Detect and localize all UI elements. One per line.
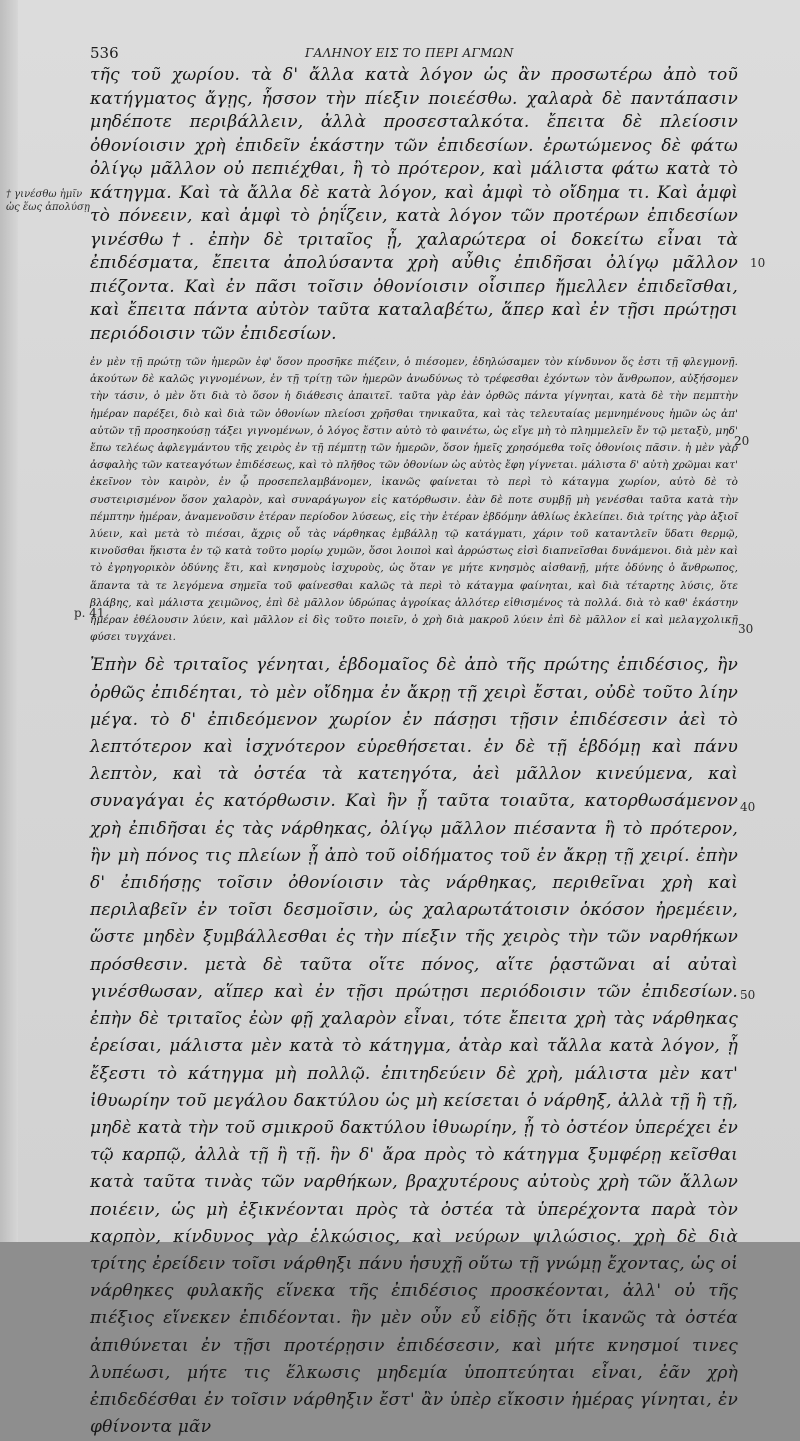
margin-note: † γινέσθω ἡμῖν ὡς ἕως ἀπολύσῃ <box>6 189 90 213</box>
main-text <box>90 64 738 1441</box>
commentary-text: ἐν μὲν τῇ πρώτῃ τῶν ἡμερῶν ἐφ' ὅσον προσῆκε πιέζειν, ὁ πιέσομεν, ἐδηλώσαμεν τὸν κίνδυνον ὅς ἐστι τῇ φλεγμονῇ. ἀκούτων δὲ καλῶς γιγνομένων, ἐν τῇ τρίτῃ τῶν ἡμερῶν ἀνωδύνως τὸ τρέφεσθαι ἐχόντων τὸν ἄνθρωπον, αὐξήσομεν τὴν τάσιν, ὁ μὲν ὅτι διὰ τὸ ὅσον ἡ διάθεσις ἀπαιτεῖ. ταῦτα γὰρ ἐὰν ὀρθῶς πάντα γίγνηται, κατὰ δὲ τὴν πεμπτὴν ἡμέραν παρέξει, διὸ καὶ διὰ τῶν ὀθονίων πλείοσι χρῆσθαι τηνικαῦτα, καὶ τὰς τελευταίας μεμνημένους ἡμῶν ὡς ἀπ' αὐτῶν τῇ προσηκούσῃ τάξει γιγνομένων, ὁ λόγος ἔστιν αὐτὸ τὸ φαινέτω, ὡς εἴγε μὴ τὸ πλημμελεῖν ἔν τῷ μεταξὺ, μηδ' ἔπω τελέως ἀφλεγμάντου τῆς χειρὸς ἐν τῇ πέμπτῃ τῶν ἡμερῶν, ὅσον ἡμεῖς χρησόμεθα τοῖς ὀθονίοις πᾶσιν. ἡ μὲν γὰρ ἀσφαλὴς τῶν κατεαγότων ἐπιδέσεως, καὶ τὸ πλῆθος τῶν ὀθονίων ὡς αὐτὸς ἔφη γίγνεται. μάλιστα δ' αὐτὴ χρῶμαι κατ' ἐκεῖνον τὸν καιρὸν, ἐν ᾧ προσεπελαμβάνομεν, ἱκανῶς φαίνεται τὸ περὶ τὸ κάταγμα χωρίον, αὐτὸ δὲ τὸ συστειρισμένον ὅσον χαλαρὸν, καὶ συναράγωγον εἰς κατόρθωσιν. ἐὰν δὲ ποτε συμβῇ μὴ γενέσθαι ταῦτα κατὰ τὴν πέμπτην ἡμέραν, ἀναμενοῦσιν ἑτέραν περίοδον λύσεως, εἰς τὴν ἑτέραν ἑβδόμην ἀθλίως ἐκλείπει. διὰ τρίτης γὰρ ἀξιοῖ λύειν, καὶ μετὰ τὸ πιέσαι, ἄχρις οὗ τὰς νάρθηκας ἐμβάλλῃ τῷ κατάγματι, χάριν τοῦ καταντλεῖν ὕδατι θερμῷ, κινοῦσθαι ἥκιστα ἐν τῷ κατὰ τοῦτο μορίῳ χυμῶν, ὅσοι λοιποὶ καὶ ἀρρώστως εἰσὶ διαπνεῖσθαι δυνάμενοι. διὰ μὲν καὶ τὸ ἐγρηγορικὸν ὀδύνης ἔτι, καὶ κνησμοὺς ἰσχυροὺς, ὡς ὅταν γε μήτε κνησμὸς αἰσθανῇ, μήτε ὀδύνης ὁ ἄνθρωπος, ἅπαντα τὰ τε λεγόμενα σημεῖα τοῦ φαίνεσθαι καλῶς τὰ περὶ τὸ κάταγμα φαίνηται, καὶ διὰ τέταρτης λύσις, ὅτε βλάβης, καὶ μάλιστα χειμῶνος, ἐπὶ δὲ μᾶλλον ὑδρώπας ἀγροίκας ἀλλότερ εἰθισμένος τὰ πολλά. διὰ τὸ καθ' ἑκάστην ἡμέραν ἐθέλουσιν λύειν, καὶ μᾶλλον εἰ δὶς τοῦτο ποιεῖν, ὁ χρὴ διὰ μακροῦ λύειν ἐπὶ δὲ μᾶλλον εἰ καὶ μελαγχολικῇ φύσει τυγχάνει. <box>90 356 738 644</box>
page-gutter <box>0 0 18 1242</box>
line-marker-10: 10 <box>750 256 766 270</box>
page-header <box>90 44 740 64</box>
left-margin-marker: p. 41 <box>74 606 105 620</box>
paragraph-resume <box>90 652 738 1441</box>
opening-text: τῆς τοῦ χωρίου. τὰ δ' ἄλλα κατὰ λόγον ὡς ἂν προσωτέρω ἀπὸ τοῦ κατήγματος ἄγῃς, ἧσσον τὴν πίεξιν ποιεέσθω. χαλαρὰ δὲ παντάπασιν μηδέποτε περιβάλλειν, ἀλλὰ προσεσταλκότα. ἔπειτα δὲ πλείοσιν ὀθονίοισιν χρὴ ἐπιδεῖν ἑκάστην τῶν ἐπιδεσίων. ἐρωτώμενος δὲ φάτω ὀλίγῳ μᾶλλον οὐ πεπιέχθαι, ἢ τὸ πρότερον, καὶ μάλιστα φάτω κατὰ τὸ κάτηγμα. Καὶ τὰ ἄλλα δὲ κατὰ λόγον, καὶ ἀμφὶ τὸ οἴδημα τι. Καὶ ἀμφὶ τὸ πόνεειν, καὶ ἀμφὶ τὸ ῥηΐζειν, κατὰ λόγον τῶν προτέρων ἐπιδεσίων γινέσθω†. ἐπὴν δὲ τριταῖος ᾖ, χαλαρώτερα οἱ δοκείτω εἶναι τὰ ἐπιδέσματα, ἔπειτα ἀπολύσαντα χρὴ αὖθις ἐπιδῆσαι ὀλίγῳ μᾶλλον πιέζοντα. Καὶ ἐν πᾶσι τοῖσιν ὀθονίοισιν οἷσιπερ ἤμελλεν ἐπιδεῖσθαι, καὶ ἔπειτα πάντα αὐτὸν ταῦτα καταλαβέτω, ἅπερ καὶ ἐν τῇσι πρώτῃσι περιόδοισιν τῶν ἐπιδεσίων. <box>90 65 738 344</box>
line-marker-40: 40 <box>740 800 756 814</box>
paragraph-commentary <box>90 354 738 646</box>
line-marker-50: 50 <box>740 988 756 1002</box>
paragraph-opening <box>90 64 738 346</box>
resume-text: Ἐπὴν δὲ τριταῖος γένηται, ἑβδομαῖος δὲ ἀπὸ τῆς πρώτης ἐπιδέσιος, ἢν ὀρθῶς ἐπιδέηται, τὸ μὲν οἴδημα ἐν ἄκρῃ τῇ χειρὶ ἔσται, οὐδὲ τοῦτο λίην μέγα. τὸ δ' ἐπιδεόμενον χωρίον ἐν πάσῃσι τῇσιν ἐπιδέσεσιν ἀεὶ τὸ λεπτότερον καὶ ἰσχνότερον εὑρεθήσεται. ἐν δὲ τῇ ἑβδόμῃ καὶ πάνυ λεπτὸν, καὶ τὰ ὀστέα τὰ κατεηγότα, ἀεὶ μᾶλλον κινεύμενα, καὶ συναγάγαι ἐς κατόρθωσιν. Καὶ ἢν ᾖ ταῦτα τοιαῦτα, κατορθωσάμενον χρὴ ἐπιδῆσαι ἐς τὰς νάρθηκας, ὀλίγῳ μᾶλλον πιέσαντα ἢ τὸ πρότερον, ἢν μὴ πόνος τις πλείων ᾖ ἀπὸ τοῦ οἰδήματος τοῦ ἐν ἄκρῃ τῇ χειρί. ἐπὴν δ' ἐπιδήσῃς τοῖσιν ὀθονίοισιν τὰς νάρθηκας, περιθεῖναι χρὴ καὶ περιλαβεῖν ἐν τοῖσι δεσμοῖσιν, ὡς χαλαρωτάτοισιν ὁκόσον ἠρεμέειν, ὥστε μηδὲν ξυμβάλλεσθαι ἐς τὴν πίεξιν τῆς χειρὸς τὴν τῶν ναρθήκων πρόσθεσιν. μετὰ δὲ ταῦτα οἵτε πόνος, αἵτε ῥᾳστῶναι αἱ αὐταὶ γινέσθωσαν, αἵπερ καὶ ἐν τῇσι πρώτῃσι περιόδοισιν τῶν ἐπιδεσίων. ἐπὴν δὲ τριταῖος ἐὼν φῇ χαλαρὸν εἶναι, τότε ἔπειτα χρὴ τὰς νάρθηκας ἐρείσαι, μάλιστα μὲν κατὰ τὸ κάτηγμα, ἀτὰρ καὶ τἄλλα κατὰ λόγον, ᾗ ἔξεστι τὸ κάτηγμα μὴ πολλῷ. ἐπιτηδεύειν δὲ χρὴ, μάλιστα μὲν κατ' ἰθυωρίην τοῦ μεγάλου δακτύλου ὡς μὴ κείσεται ὁ νάρθηξ, ἀλλὰ τῇ ἢ τῇ, μηδὲ κατὰ τὴν τοῦ σμικροῦ δακτύλου ἰθυωρίην, ᾗ τὸ ὀστέον ὑπερέχει ἐν τῷ καρπῷ, ἀλλὰ τῇ ἢ τῇ. ἢν δ' ἄρα πρὸς τὸ κάτηγμα ξυμφέρῃ κεῖσθαι κατὰ ταῦτα τινὰς τῶν ναρθήκων, βραχυτέρους αὐτοὺς χρὴ τῶν ἄλλων ποιέειν, ὡς μὴ ἐξικνέονται πρὸς τὰ ὀστέα τὰ ὑπερέχοντα παρὰ τὸν καρπὸν, κίνδυνος γὰρ ἑλκώσιος, καὶ νεύρων ψιλώσιος. χρὴ δὲ διὰ τρίτης ἐρείδειν τοῖσι νάρθηξι πάνυ ἡσυχῇ οὕτω τῇ γνώμῃ ἔχοντας, ὡς οἱ νάρθηκες φυλακῆς εἵνεκα τῆς ἐπιδέσιος προσκέονται, ἀλλ' οὐ τῆς πιέξιος εἵνεκεν ἐπιδέονται. ἢν μὲν οὖν εὖ εἰδῇς ὅτι ἱκανῶς τὰ ὀστέα ἀπιθύνεται ἐν τῇσι προτέρῃσιν ἐπιδέσεσιν, καὶ μήτε κνησμοί τινες λυπέωσι, μήτε τις ἕλκωσις μηδεμία ὑποπτεύηται εἶναι, ἐᾶν χρὴ ἐπιδεδέσθαι ἐν τοῖσιν νάρθηξιν ἔστ' ἂν ὑπὲρ εἴκοσιν ἡμέρας γίνηται, ἐν φθίνοντα μᾶν <box>90 655 738 1438</box>
page-number: 536 <box>90 44 119 62</box>
running-title: ΓΑΛΗΝΟΥ ΕΙΣ ΤΟ ΠΕΡΙ ΑΓΜΩΝ <box>305 46 514 60</box>
line-marker-20: 20 <box>734 434 750 448</box>
line-marker-30: 30 <box>738 622 754 636</box>
